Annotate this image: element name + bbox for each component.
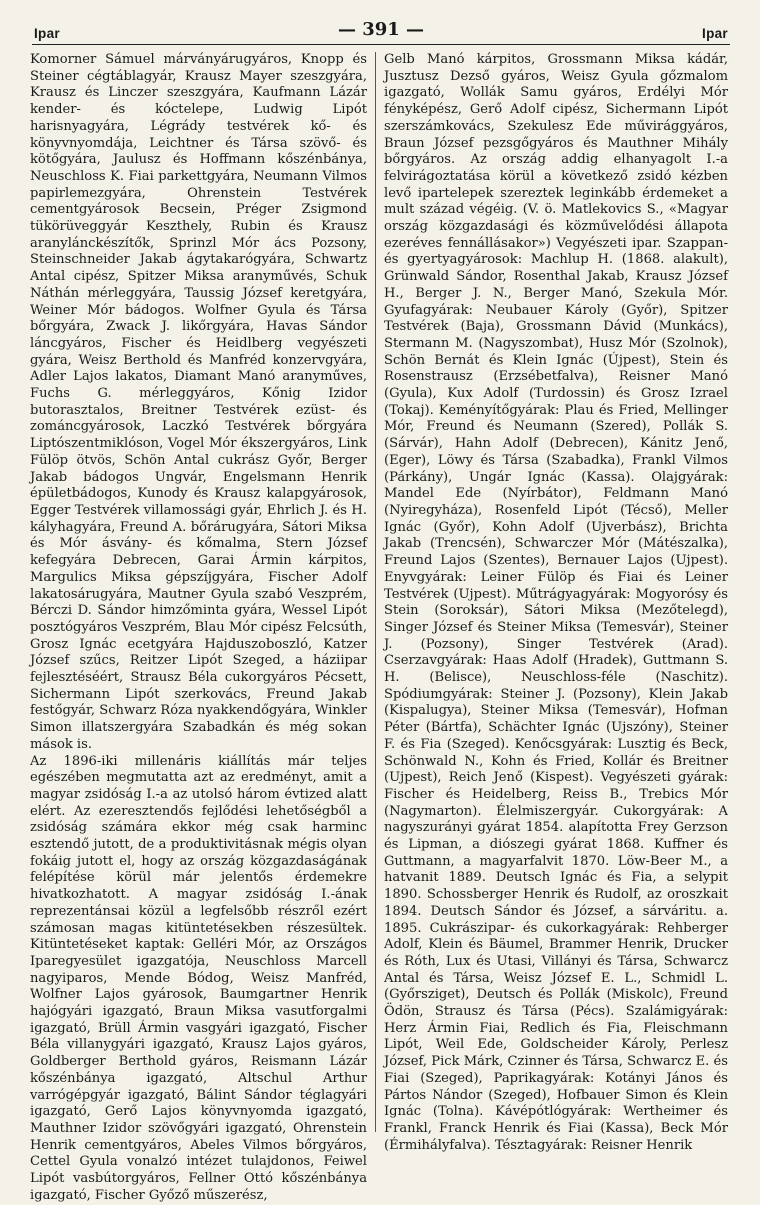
left-paragraph-1: Komorner Sámuel márványárugyáros, Knopp és Steiner cégtáblagyár, Krausz Mayer szeszgyára, Krausz és Linczer szeszgyára, Kaufmann Lázár kender- és kóctelepe, Ludwig Lipót harisnyagyára, Légrády testvérek kő- és könyvnyomdája, Leichtner és Társa szövő- és kötőgyára, Jaulusz és Hoffmann kőszénbánya, Neuschloss K. Fiai parkettgyára, Neumann Vilmos papirlemezgyára, Ohrenstein Testvérek cementgyárosok Becsein, Préger Zsigmond tükörüveggyár Keszthely, Rubin és Krausz aranylánckészítők, Sprinzl Mór ács Pozsony, Steinschneider Jakab ágytakarógyára, Schwartz Antal cipész, Spitzer Miksa aranyművés, Schuk Náthán mérleggyára, Taussig József keretgyára, Weiner Mór bádogos. Wolfner Gyula és Társa bőrgyára, Zwack J. likőrgyára, Havas Sándor láncgyáros, Fischer és Heidlberg vegyészeti gyára, Weisz Berthold és Manfréd konzervgyára, Adler Lajos lakatos, Diamant Manó aranyműves, Fuchs G. mérleggyáros, Kőnig Izidor butorasztalos, Breitner Testvérek ezüst- és zománcgyárosok, Laczkó Testvérek bőrgyára Liptószentmiklóson, Vogel Mór ékszergyáros, Link Fülöp ötvös, Schön Antal cukrász Győr, Berger Jakab bádogos Ungvár, Engelsmann Henrik épületbádogos, Kunody és Krausz kalapgyárosok, Egger Testvérek villamossági gyár, Ehrlich J. és H. kályhagyára, Freund A. bőrárugyára, Sátori Miksa és Mór ásvány- és kőmalma, Stern József kefegyára Debrecen, Garai Ármin kárpitos, Margulics Miksa gépszíjgyára, Fischer Adolf lakatosárugyára, Mautner Gyula szabó Veszprém, Bérczi D. Sándor himzőminta gyára, Wessel Lipót posztógyáros Veszprém, Blau Mór cipész Felcsúth, Grosz Ignác ecetgyára Hajduszoboszló, Katzer József szűcs, Reitzer Lipót Szeged, a háziipar fejlesztéséért, Strausz Béla cukorgyáros Pécsett, Sichermann Lipót szerkovács, Freund Jakab festőgyár, Schwarz Róza nyakkendőgyára, Winkler Simon illatszergyára Szabadkán és még sokan mások is. <box>30 52 367 752</box>
page-number: — 391 — <box>337 19 425 40</box>
left-column <box>30 52 367 1203</box>
right-column <box>384 52 728 1153</box>
right-paragraph-1: Gelb Manó kárpitos, Grossmann Miksa kádár, Jusztusz Dezső gyáros, Weisz Gyula gőzmalom igazgató, Wollák Samu gyáros, Erdélyi Mór fényképész, Gerő Adolf cipész, Sichermann Lipót szerszámkovács, Szekulesz Ede művirággyáros, Braun József pezsgőgyáros és Mauthner Mihály bőrgyáros. Az ország addig elhanyagolt I.-a felvirágoztatása körül a következő zsidó kézben levő ipartelepek szereztek leginkább érdemeket a mult század végéig. (V. ö. Matlekovics S., «Magyar ország közgazdasági és közművelődési állapota ezeréves fennállásakor») Vegyészeti ipar. Szappan- és gyertyagyárosok: Machlup H. (1868. alakult), Grünwald Sándor, Rosenthal Jakab, Krausz József H., Berger J. N., Berger Manó, Szekula Mór. Gyufagyárak: Neubauer Károly (Győr), Spitzer Testvérek (Baja), Grossmann Dávid (Munkács), Stermann M. (Nagyszombat), Husz Mór (Szolnok), Schön Bernát és Klein Ignác (Újpest), Stein és Rosenstrausz (Erzsébetfalva), Reisner Manó (Gyula), Kux Adolf (Turdossin) és Grosz Izrael (Tokaj). Keményítőgyárak: Plau és Fried, Mellinger Mór, Freund és Neumann (Szered), Pollák S. (Sárvár), Hahn Adolf (Debrecen), Kánitz Jenő, (Eger), Löwy és Társa (Szabadka), Frankl Vilmos (Párkány), Ungár Ignác (Kassa). Olajgyárak: Mandel Ede (Nyírbátor), Feldmann Manó (Nyiregyháza), Rosenfeld Lipót (Técső), Meller Ignác (Győr), Kohn Adolf (Ujverbász), Brichta Jakab (Trencsén), Schwarczer Mór (Mátészalka), Freund Lajos (Szentes), Bernauer Lajos (Ujpest). Enyvgyárak: Leiner Fülöp és Fiai és Leiner Testvérek (Ujpest). Műtrágyagyárak: Mogyorósy és Stein (Soroksár), Sátori Miksa (Mezőtelegd), Singer József és Steiner Miksa (Temesvár), Steiner J. (Pozsony), Singer Testvérek (Arad). Cserzavgyárak: Haas Adolf (Hradek), Guttmann S. H. (Belisce), Neuschloss-féle (Naschitz). Spódiumgyárak: Steiner J. (Pozsony), Klein Jakab (Kispalugya), Steiner Miksa (Temesvár), Hofman Péter (Bártfa), Schächter Ignác (Ujszóny), Steiner F. és Fia (Szeged). Kenőcsgyárak: Lusztig és Beck, Schönwald N., Kohn és Fried, Kollár és Breitner (Ujpest), Reich Jenő (Kispest). Vegyészeti gyárak: Fischer és Heidelberg, Reiss B., Trebics Mór (Nagymarton). Élelmiszergyár. Cukorgyárak: A nagyszurányi gyárat 1854. alapította Frey Gerzson és Lipman, a diószegi gyárat 1868. Kuffner és Guttmann, a magyarfalvit 1870. Löw-Beer M., a hatvanit 1889. Deutsch Ignác és Fia, a selypit 1890. Schossberger Henrik és Rudolf, az oroszkait 1894. Deutsch Sándor és József, a sárváritu. a. 1895. Cukrászipar- és cukorkagyárak: Rehberger Adolf, Klein és Bäumel, Brammer Henrik, Drucker és Róth, Lux és Utasi, Villányi és Társa, Schwarcz Antal és Társa, Weisz József E. L., Schmidl L. (Győrsziget), Deutsch és Pollák (Miskolc), Freund Ödön, Strausz és Társa (Pécs). Szalámigyárak: Herz Ármin Fiai, Redlich és Fia, Fleischmann Lipót, Weil Ede, Goldscheider Károly, Perlesz József, Pick Márk, Czinner és Társa, Schwarcz E. és Fiai (Szeged), Paprikagyárak: Kotányi János és Pártos Nándor (Szeged), Hofbauer Simon és Klein Ignác (Tolna). Kávépótlógyárak: Wertheimer és Frankl, Franck Henrik és Fiai (Kassa), Beck Mór (Érmihályfalva). Tésztagyárak: Reisner Henrik <box>384 52 728 1153</box>
column-divider <box>375 52 376 1132</box>
page-header <box>32 18 730 45</box>
running-head-right: Ipar <box>702 26 728 41</box>
running-head-left: Ipar <box>34 26 60 41</box>
left-paragraph-2: Az 1896-iki millenáris kiállítás már teljes egészében megmutatta azt az eredményt, amit a magyar zsidóság I.-a az utolsó három évtized alatt elért. Az ezeresztendős fejlődési lehetőségből a zsidóság számára ekkor még csak harminc esztendő jutott, de a produktivitásnak mégis olyan fokáig jutott el, hogy az ország közgazdaságának felépítése körül már jelentős érdemekre hivatkozhatott. A magyar zsidóság I.-ának reprezentánsai közül a legfelsőbb részről ezért számosan magas kitüntetésekben részesültek. Kitüntetéseket kaptak: Gelléri Mór, az Országos Iparegyesület igazgatója, Neuschloss Marcell nagyiparos, Mende Bódog, Weisz Manfréd, Wolfner Lajos gyárosok, Baumgartner Henrik hajógyári igazgató, Braun Miksa vasutforgalmi igazgató, Brüll Ármin vasgyári igazgató, Fischer Béla villanygyári igazgató, Krausz Lajos gyáros, Goldberger Berthold gyáros, Reismann Lázár kőszénbánya igazgató, Altschul Arthur varrógépgyár igazgató, Bálint Sándor téglagyári igazgató, Gerő Lajos könyvnyomda igazgató, Mauthner Izidor szövőgyári igazgató, Ohrenstein Henrik cementgyáros, Abeles Vilmos bőrgyáros, Cettel Gyula vonalzó intézet tulajdonos, Feiwel Lipót vasbútorgyáros, Fellner Ottó kőszénbánya igazgató, Fischer Győző műszerész, <box>30 753 367 1203</box>
